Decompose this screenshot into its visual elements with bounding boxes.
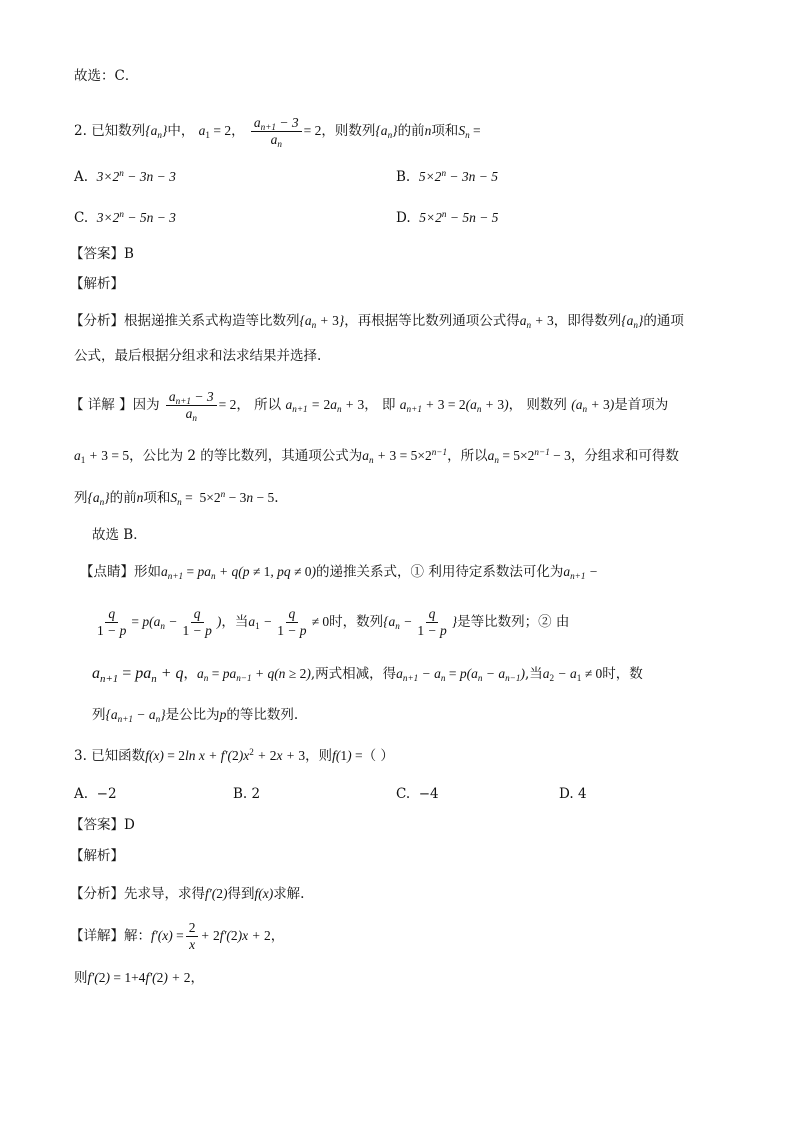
analysis-heading: 【解析】 <box>70 276 124 292</box>
q3-option-d[interactable]: D. 4 <box>559 786 587 802</box>
question-number: 3. <box>74 748 87 764</box>
q3-analysis-heading: 【解析】 <box>70 848 124 864</box>
option-a[interactable]: A. $3\times 2^n - 3n - 3$ <box>74 167 176 185</box>
q3-fenxi-line: 【分析】先求导，求得f′(2)得到f(x)求解. <box>70 886 305 902</box>
xiangjie-line-1: 【 详解 】因为 $\frac{a_{n+1} - 3}{a_n}$ = 2， 所以 $a_{n+1} = 2a_n + 3$， 即 $a_{n+1} + 3 = 2(a_n + 3)$， 则数列 $(a_n + 3)$是首项为 <box>70 389 669 424</box>
dianjing-line-2: $\frac{q}{1 - p}$ = $p(a_n$ − $\frac{q}{1 - p}$ )，当$a_1$ − $\frac{q}{1 - p}$ ≠ 0时，数列{$a_n$ − $\frac{q}{1 - p}$ }是等比数列；② 由 <box>97 606 570 638</box>
fenxi-line-2: 公式，最后根据分组求和法求结果并选择. <box>74 348 322 364</box>
question-2-stem: 2. 已知数列$\{a_n\}$中， $a_1 = 2$， $\frac{a_{n+1} - 3}{a_n}$ = 2，则数列$\{a_n\}$的前n项和$S_n$ = <box>74 115 481 150</box>
xiangjie-line-3: 列$\{a_n\}$的前n项和$S_n = 5\times 2^n - 3n - 5$. <box>74 488 279 508</box>
q3-answer-line: 【答案】D <box>70 817 135 833</box>
q3-option-a[interactable]: A. −2 <box>74 786 117 802</box>
dianjing-line-1: 【点睛】形如$a_{n+1} = pa_n + q(p \ne 1$, pq ≠ 0)的递推关系式，① 利用待定系数法可化为$a_{n+1}$ − <box>80 564 598 582</box>
answer-line: 【答案】B <box>70 246 134 262</box>
q3-xiangjie-line: 【详解】解：f′(x) = $\frac{2}{x}$ + 2f′(2)x + 2， <box>70 920 285 952</box>
option-d[interactable]: D. $5\times 2^n - 5n - 5$ <box>396 208 499 226</box>
fenxi-line-1: 【分析】根据递推关系式构造等比数列$\{a_n + 3\}$，再根据等比数列通项公式得$a_n + 3$，即得数列$\{a_n\}$的通项 <box>70 313 684 331</box>
q3-option-b[interactable]: B. 2 <box>233 786 261 802</box>
choose-b-line: 故选 B． <box>92 527 147 543</box>
option-c[interactable]: C. $3\times 2^n - 5n - 3$ <box>74 208 176 226</box>
dianjing-line-3: $a_{n+1} = pa_n + q$，$a_n = pa_{n-1} + q(n \ge 2)$,两式相减，得$a_{n+1} - a_n = p(a_n - a_{n-1})$,当$a_2 - a_1 \ne 0$时，数 <box>92 665 643 685</box>
question-3-stem: 3. 已知函数f(x) = 2ln $x + f'(2)x^2 + 2x + 3$，则f(1) =（ ） <box>74 746 394 764</box>
dianjing-line-4: 列$\{a_{n+1} - a_n\}$是公比为p的等比数列. <box>92 707 299 725</box>
q3-option-c[interactable]: C. −4 <box>396 786 439 802</box>
recurrence-fraction: $\frac{a_{n+1} - 3}{a_n}$ <box>251 115 302 148</box>
option-b[interactable]: B. $5\times 2^n - 3n - 5$ <box>396 167 499 185</box>
q3-last-line: 则f′(2) = 1+4f′(2) + 2， <box>74 970 204 986</box>
xiangjie-line-2: $a_1 + 3 = 5$，公比为 2 的等比数列，其通项公式为$a_n + 3 = 5\times 2^{n-1}$，所以$a_n = 5\times 2^{n-1} - 3$，分组求和可得数 <box>74 446 679 466</box>
previous-answer-line: 故选：C． <box>74 68 139 84</box>
question-number: 2. <box>74 123 87 139</box>
